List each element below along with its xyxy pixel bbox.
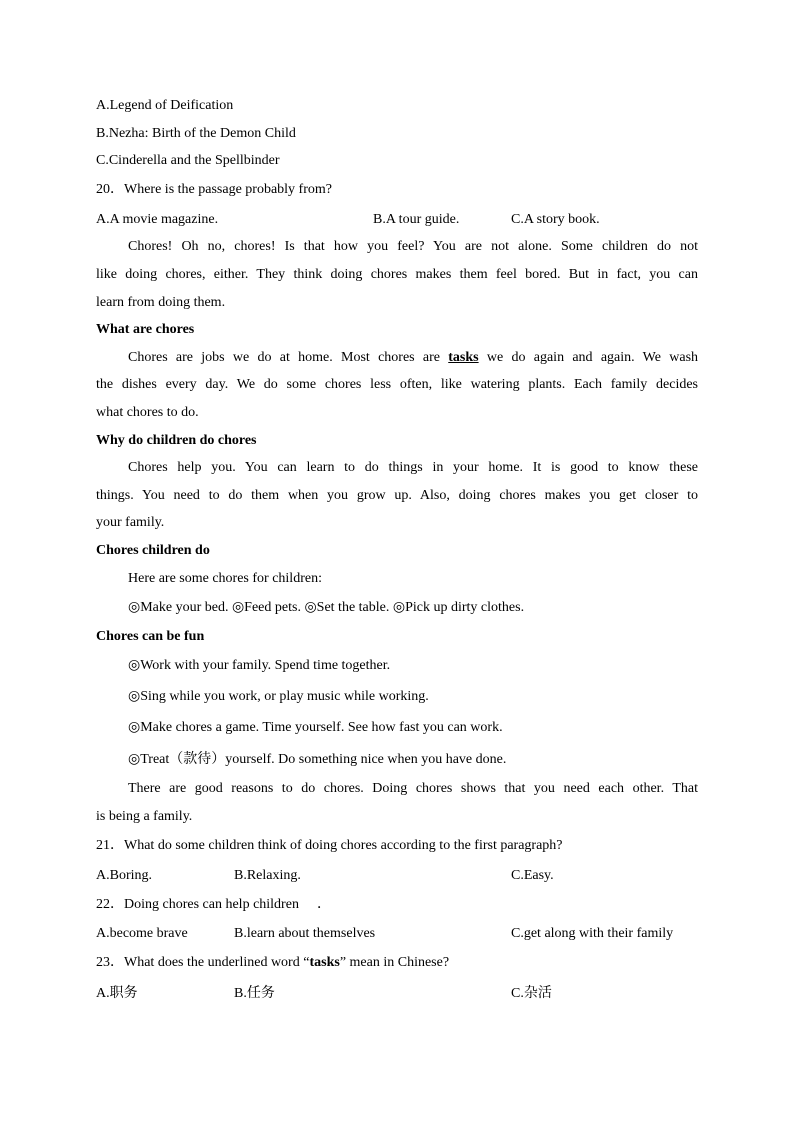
q23-option-c: C.杂活 (511, 986, 552, 1001)
q23-text-after: ” mean in Chinese? (339, 955, 450, 970)
passage-intro-line-2: like doing chores, either. They think doing chores makes them feel bored. But in fact, you can (96, 267, 698, 282)
passage-p1-line-1 (128, 348, 698, 368)
q21-option-c: C.Easy. (511, 868, 554, 883)
passage-p1-line-3: what chores to do. (96, 405, 199, 420)
q19-option-c: C.Cinderella and the Spellbinder (96, 153, 280, 168)
q22-option-a: A.become brave (96, 926, 188, 941)
q23-options (96, 984, 698, 1004)
q23-option-a: A.职务 (96, 986, 138, 1001)
q22-options (96, 924, 698, 944)
fun-list-item: ◎Treat（款待）yourself. Do something nice when you have done. (128, 752, 507, 767)
heading-chores-fun: Chores can be fun (96, 629, 205, 644)
q19-option-a: A.Legend of Deification (96, 98, 234, 113)
q20-options (96, 210, 698, 230)
heading-what-are-chores: What are chores (96, 322, 195, 337)
q23-keyword: tasks (309, 955, 340, 970)
passage-p3-intro: Here are some chores for children: (128, 571, 322, 586)
q22-question-line (96, 895, 331, 915)
passage-conclusion-line-2: is being a family. (96, 809, 193, 824)
q22-blank: ． (316, 897, 331, 912)
p1-text-before: Chores are jobs we do at home. Most chores are (128, 350, 440, 365)
keyword-tasks: tasks (448, 350, 479, 365)
passage-p3-list: ◎Make your bed. ◎Feed pets. ◎Set the table. ◎Pick up dirty clothes. (128, 600, 525, 615)
fun-list-item: ◎Work with your family. Spend time together. (128, 658, 391, 673)
passage-p1-line-2: the dishes every day. We do some chores less often, like watering plants. Each family decides (96, 377, 698, 392)
passage-intro-line-1: Chores! Oh no, chores! Is that how you feel? You are not alone. Some children do not (128, 239, 698, 254)
q19-option-b: B.Nezha: Birth of the Demon Child (96, 126, 296, 141)
heading-why-chores: Why do children do chores (96, 433, 257, 448)
q23-question (96, 953, 449, 973)
q22-option-c: C.get along with their family (511, 926, 674, 941)
passage-conclusion-line-1: There are good reasons to do chores. Doing chores shows that you need each other. That (128, 781, 698, 796)
heading-chores-children-do: Chores children do (96, 543, 210, 558)
fun-list-item: ◎Make chores a game. Time yourself. See how fast you can work. (128, 720, 503, 735)
passage-p2-line-2: things. You need to do them when you grow up. Also, doing chores makes you get closer to (96, 488, 698, 503)
q23-text-before: 23．What does the underlined word “ (96, 955, 310, 970)
q22-question: 22．Doing chores can help children (96, 897, 299, 912)
q21-option-a: A.Boring. (96, 868, 152, 883)
q23-option-b: B.任务 (234, 986, 275, 1001)
passage-p2-line-1: Chores help you. You can learn to do things in your home. It is good to know these (128, 460, 698, 475)
q21-option-b: B.Relaxing. (234, 868, 301, 883)
q21-question: 21．What do some children think of doing chores according to the first paragraph? (96, 838, 563, 853)
q20-option-b: B.A tour guide. (373, 212, 460, 227)
q21-options (96, 866, 698, 886)
fun-list-item: ◎Sing while you work, or play music while working. (128, 689, 429, 704)
passage-p2-line-3: your family. (96, 515, 165, 530)
passage-intro-line-3: learn from doing them. (96, 295, 226, 310)
q20-option-a: A.A movie magazine. (96, 212, 219, 227)
q20-option-c: C.A story book. (511, 212, 600, 227)
p1-text-after: we do again and again. We wash (486, 350, 699, 365)
q20-question: 20．Where is the passage probably from? (96, 182, 332, 197)
q22-option-b: B.learn about themselves (234, 926, 376, 941)
